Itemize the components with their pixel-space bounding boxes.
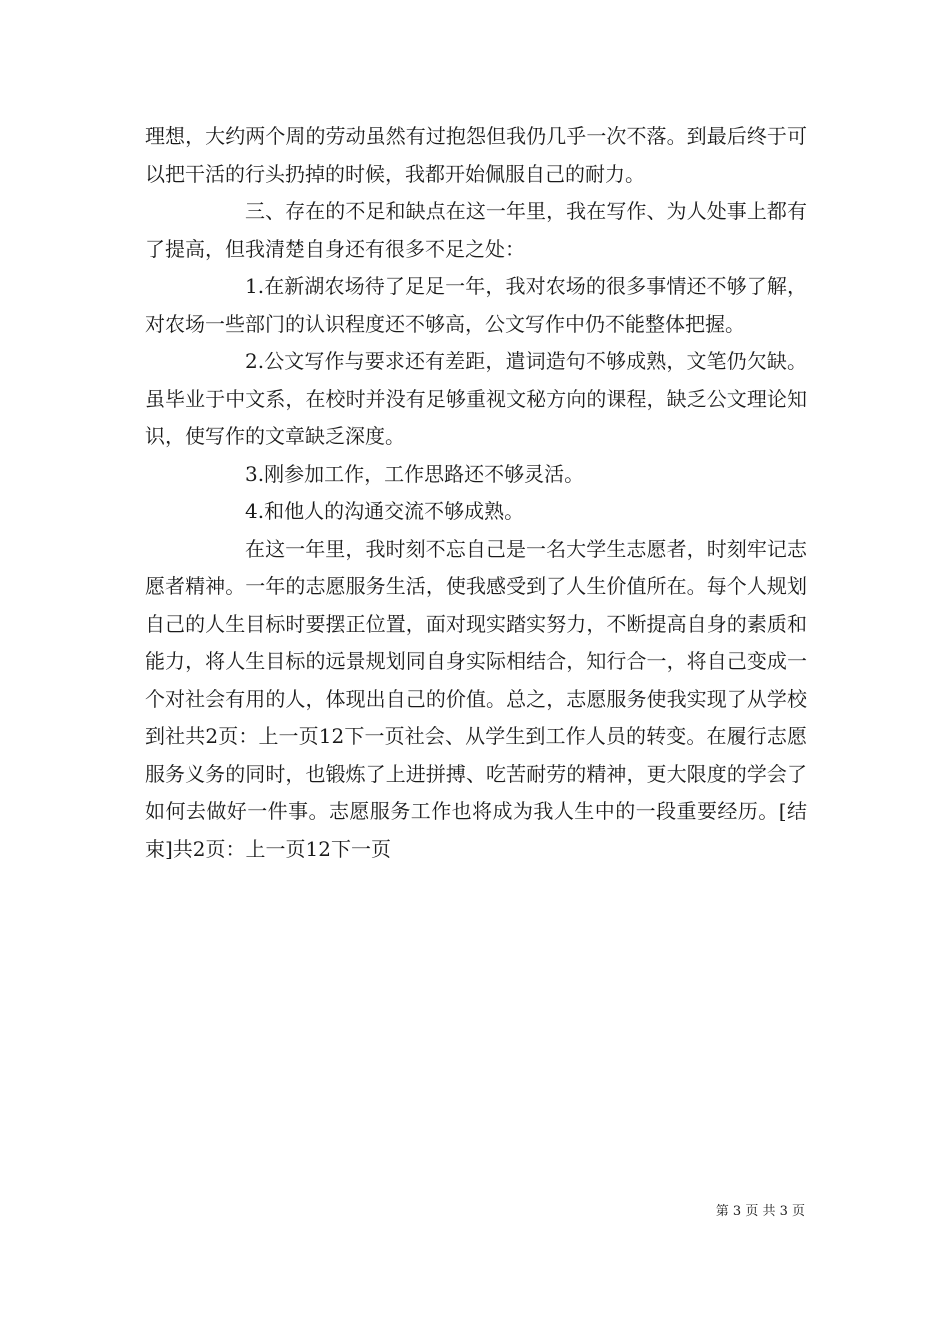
paragraph-point-3: 3.刚参加工作，工作思路还不够灵活。 <box>245 461 585 486</box>
document-body <box>145 118 807 868</box>
paragraph-point-4: 4.和他人的沟通交流不够成熟。 <box>245 499 525 523</box>
paragraph-conclusion: 在这一年里，我时刻不忘自己是一名大学生志愿者，时刻牢记志愿者精神。一年的志愿服务生活，使我感受到了人生价值所在。每个人规划自己的人生目标时要摆正位置，面对现实踏实努力，不断提高自身的素质和能力，将人生目标的远景规划同自身实际相结合，知行合一，将自己变成一个对社会有用的人，体现出自己的价值。总之，志愿服务使我实现了从学校到社共2页：上一页12下一页社会、从学生到工作人员的转变。在履行志愿服务义务的同时，也锻炼了上进拼搏、吃苦耐劳的精神，更大限度的学会了如何去做好一件事。志愿服务工作也将成为我人生中的一段重要经历。[结束]共2页：上一页12下一页 <box>145 536 807 861</box>
paragraph-point-2: 2.公文写作与要求还有差距，遣词造句不够成熟，文笔仍欠缺。虽毕业于中文系，在校时并没有足够重视文秘方向的课程，缺乏公文理论知识，使写作的文章缺乏深度。 <box>145 349 807 448</box>
page-number-footer: 第 3 页 共 3 页 <box>715 1204 805 1219</box>
paragraph-shortcomings-heading: 三、存在的不足和缺点在这一年里，我在写作、为人处事上都有了提高，但我清楚自身还有很多不足之处： <box>145 199 807 261</box>
paragraph-continuation: 理想，大约两个周的劳动虽然有过抱怨但我仍几乎一次不落。到最后终于可以把干活的行头扔掉的时候，我都开始佩服自己的耐力。 <box>145 124 807 186</box>
paragraph-point-1: 1.在新湖农场待了足足一年，我对农场的很多事情还不够了解，对农场一些部门的认识程度还不够高，公文写作中仍不能整体把握。 <box>145 274 807 336</box>
